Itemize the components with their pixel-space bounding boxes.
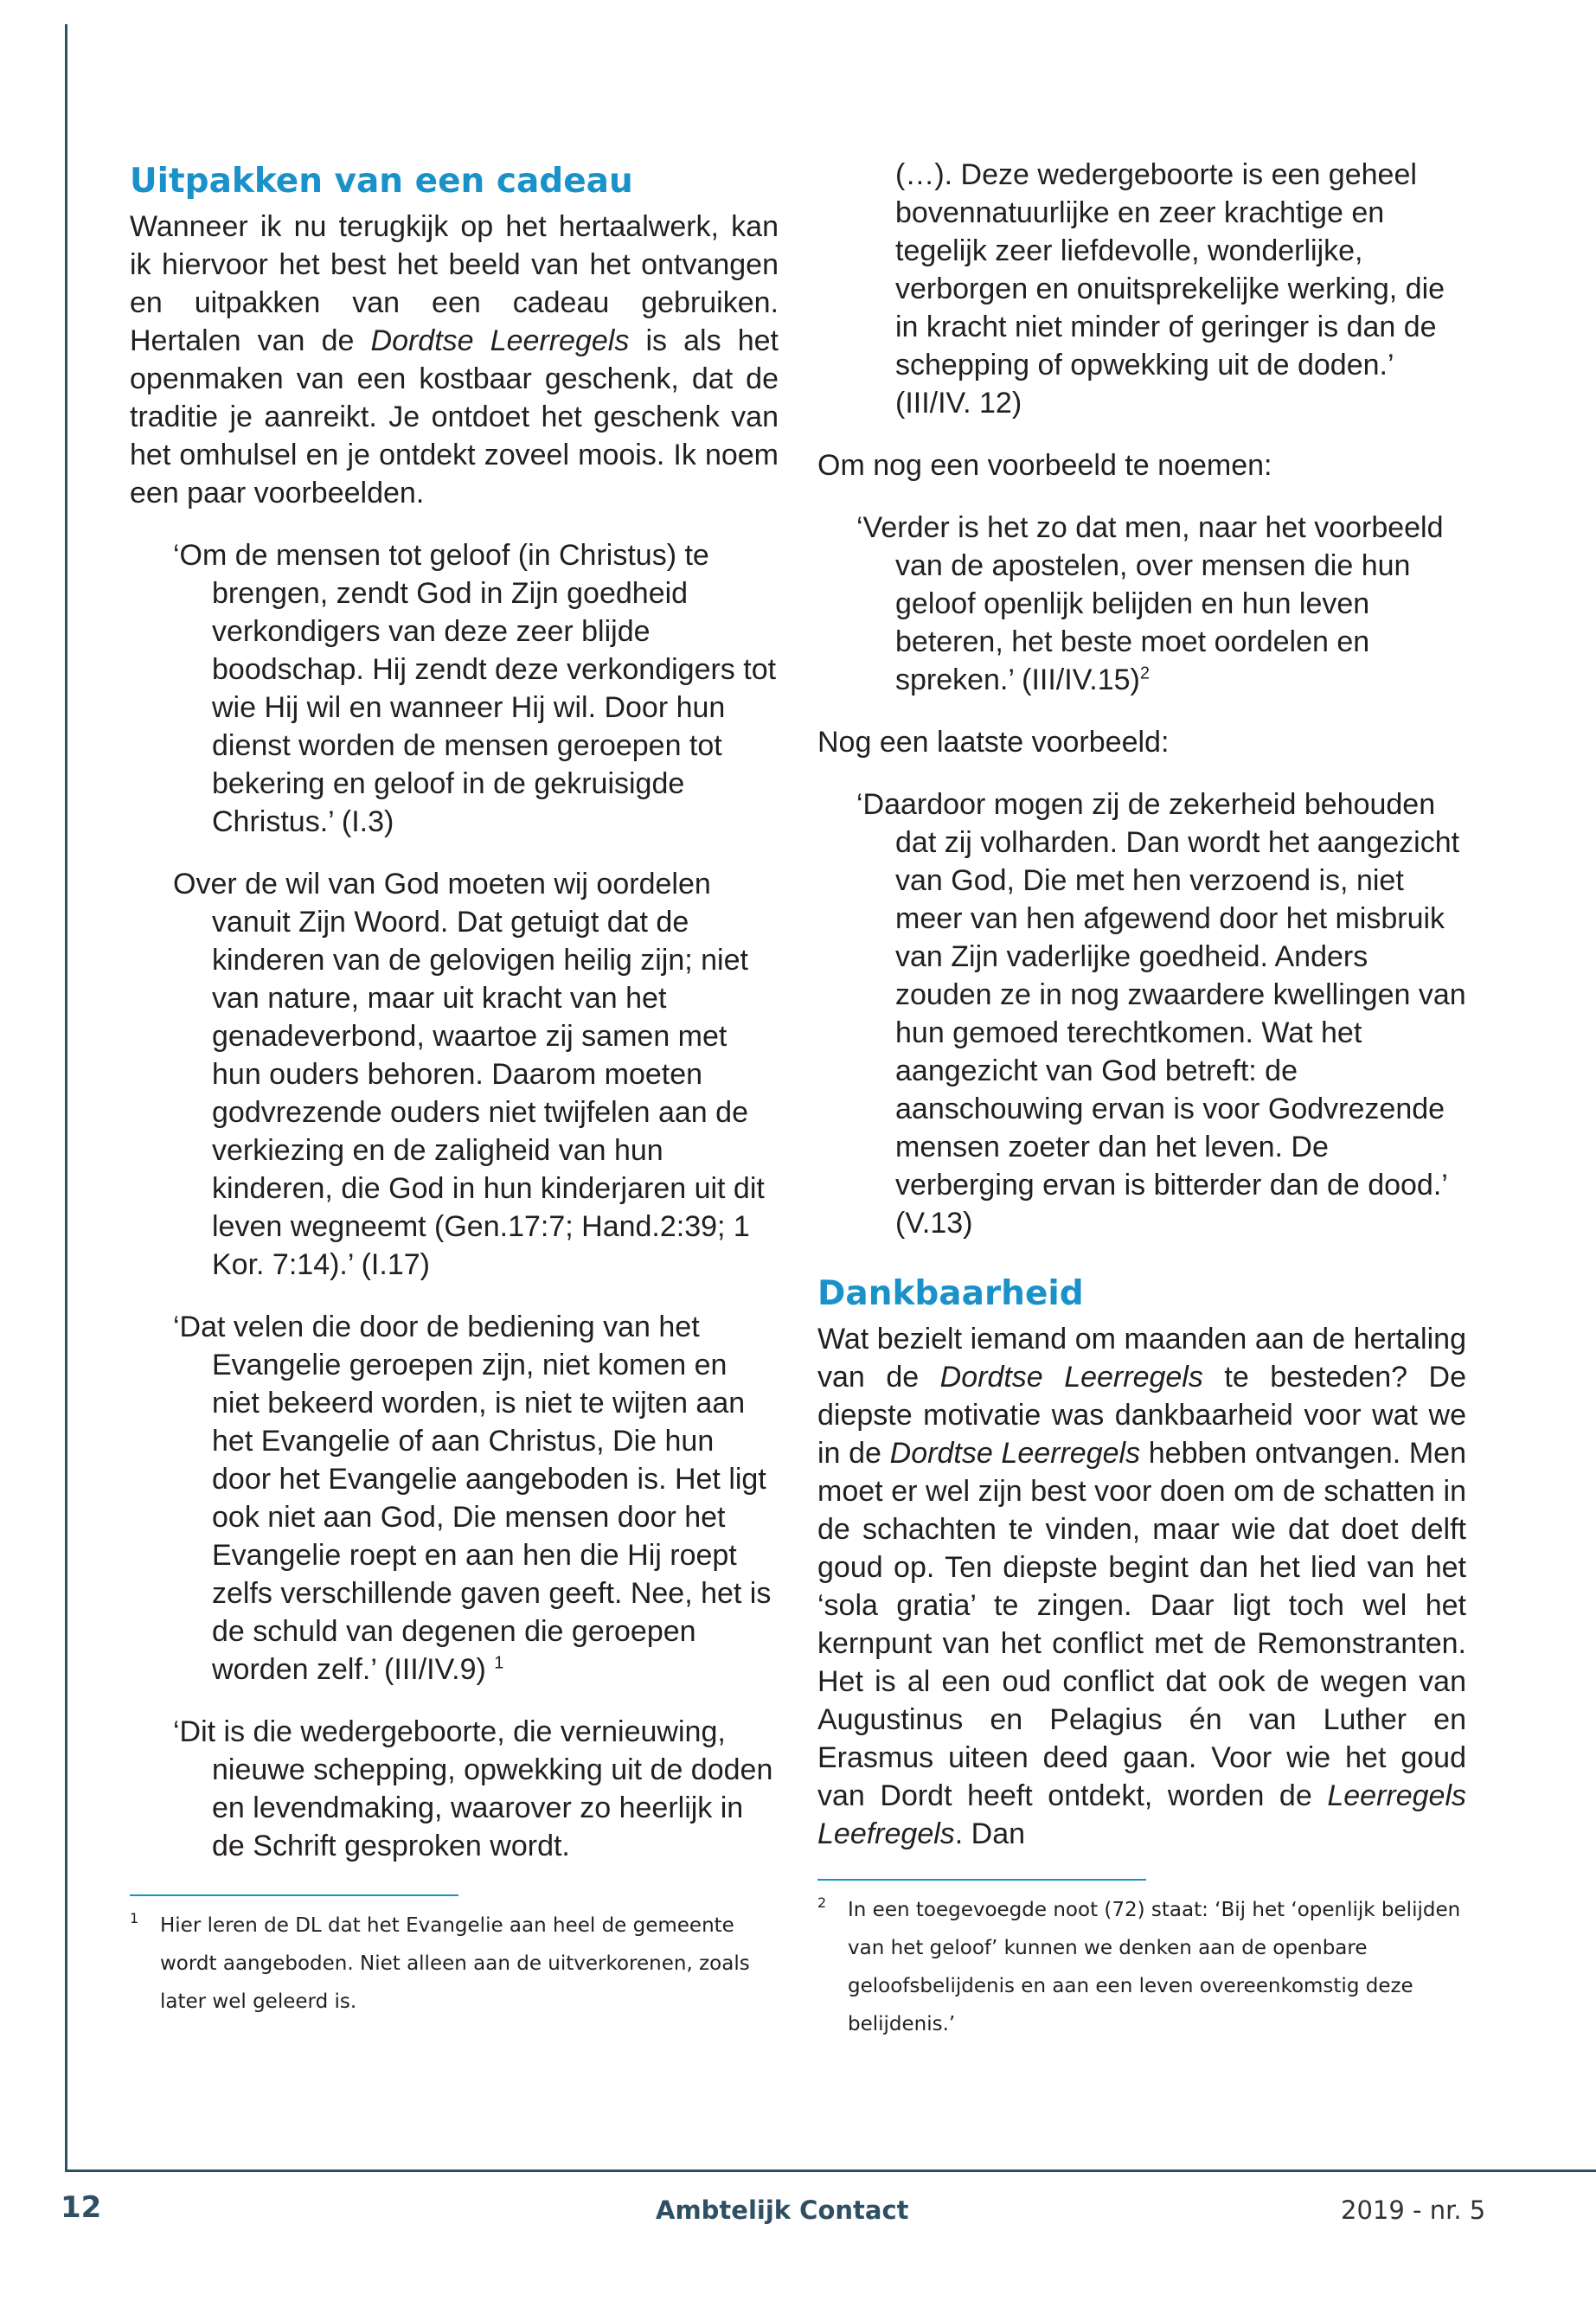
- para-italic-1: Dordtse Leerregels: [939, 1361, 1203, 1394]
- quote-iii-iv-9: [130, 1308, 779, 1689]
- quote-i-17: Over de wil van God moeten wij oordelen vanuit Zijn Woord. Dat getuigt dat de kinderen van de gelovigen heilig zijn; niet van nature, maar uit kracht van het genadeverbond, waartoe zij samen met hun ouders behoren. Daarom moeten godvrezende ouders niet twijfelen aan de verkiezing en de zaligheid van hun kinderen, die God in hun kinderjaren uit dit leven wegneemt (Gen.17:7; Hand.2:39; 1 Kor. 7:14).’ (I.17): [173, 868, 765, 1281]
- quote-iii-iv-12-end: (…). Deze wedergeboorte is een geheel bovennatuurlijke en zeer krachtige en tegelijk zeer liefdevolle, wonderlijke, verborgen en onuitsprekelijke werking, die in kracht niet minder of geringer is dan de schepping of opwekking uit de doden.’ (III/IV. 12): [895, 158, 1445, 420]
- intro-paragraph: [130, 208, 779, 512]
- footnote-number: 1: [130, 1910, 139, 1926]
- footer-rule: [65, 2170, 1596, 2172]
- issue-number: 2019 - nr. 5: [1341, 2195, 1486, 2225]
- magazine-title: Ambtelijk Contact: [656, 2195, 909, 2225]
- quote-iii-iv-12-start: ‘Dit is die wedergeboorte, die vernieuwing, nieuwe schepping, opwekking uit de doden en levendmaking, waarover zo heerlijk in de Schrift gesproken wordt.: [173, 1715, 773, 1862]
- footnote-ref-1[interactable]: 1: [494, 1653, 504, 1673]
- intro-text-2: is als het openmaken van een kostbaar geschenk, dat de traditie je aanreikt. Je ontdoet het geschenk van het omhulsel en je ontdekt zoveel moois. Ik noem een paar voorbeelden.: [130, 324, 779, 510]
- left-column: [130, 156, 779, 2021]
- section-heading-cadeau: Uitpakken van een cadeau: [130, 162, 633, 201]
- para-italic-2: Dordtse Leerregels: [889, 1437, 1141, 1470]
- page-number: 12: [61, 2190, 102, 2225]
- page-margin-rule: [65, 24, 67, 2171]
- quote-v-13: ‘Daardoor mogen zij de zekerheid behouden dat zij volharden. Dan wordt het aangezicht van God, Die met hen verzoend is, niet meer van hen afgewend door het misbruik van Zijn vaderlijke goedheid. Anders zouden ze in nog zwaardere kwellingen van hun gemoed terechtkomen. Wat het aangezicht van God betreft: de aanschouwing ervan is voor Godvrezende mensen zoeter dan het leven. De verberging ervan is bitterder dan de dood.’ (V.13): [856, 788, 1466, 1240]
- para-text-2: te besteden? De diepste motivatie was dankbaarheid voor wat we in de: [817, 1361, 1467, 1470]
- footnote-text: Hier leren de DL dat het Evangelie aan heel de gemeente wordt aangeboden. Niet alleen aan de uitverkorenen, zoals later wel geleerd is.: [160, 1914, 750, 2013]
- lead-example-3: Nog een laatste voorbeeld:: [817, 726, 1170, 759]
- para-italic-3: Leerregels Leefregels: [817, 1779, 1466, 1850]
- footnote-1: [130, 1907, 779, 2021]
- footnote-ref-2[interactable]: 2: [1139, 663, 1150, 683]
- quote-iii-iv-15-text: ‘Verder is het zo dat men, naar het voorbeeld van de apostelen, over mensen die hun geloof openlijk belijden en hun leven beteren, het beste moet oordelen en spreken.’ (III/IV.15): [856, 511, 1444, 696]
- right-column: [817, 156, 1466, 2043]
- dankbaarheid-paragraph: [817, 1320, 1466, 1853]
- intro-text-1: Wanneer ik nu terugkijk op het hertaalwerk, kan ik hiervoor het best het beeld van het ontvangen en uitpakken van een cadeau gebruiken. Hertalen van de: [130, 210, 779, 357]
- footnote-2: [817, 1891, 1466, 2043]
- lead-example-2: Om nog een voorbeeld te noemen:: [817, 449, 1272, 482]
- para-text-3: hebben ontvangen. Men moet er wel zijn best voor doen om de schatten in de schachten te vinden, maar wie dat doet delft goud op. Ten diepste begint dan het lied van het ‘sola gratia’ te zingen. Daar ligt toch wel het kernpunt van het conflict met de Remonstranten. Het is al een oud conflict dat ook de wegen van Augustinus en Pelagius én van Luther en Erasmus uiteen deed gaan. Voor wie het goud van Dordt heeft ontdekt, worden de: [817, 1437, 1466, 1812]
- footnote-text: In een toegevoegde noot (72) staat: ‘Bij het ‘openlijk belijden van het geloof’ kunnen we denken aan de openbare geloofsbelijdenis en aan een leven overeenkomstig deze belijdenis.’: [848, 1899, 1461, 2035]
- intro-italic: Dordtse Leerregels: [370, 324, 630, 357]
- quote-i-3: ‘Om de mensen tot geloof (in Christus) te brengen, zendt God in Zijn goedheid verkondigers van deze zeer blijde boodschap. Hij zendt deze verkondigers tot wie Hij wil en wanneer Hij wil. Door hun dienst worden de mensen geroepen tot bekering en geloof in de gekruisigde Christus.’ (I.3): [173, 539, 777, 838]
- section-heading-dankbaarheid: Dankbaarheid: [817, 1274, 1084, 1313]
- para-text-4: . Dan: [954, 1817, 1026, 1850]
- footnote-number: 2: [817, 1894, 827, 1911]
- para-text-1: Wat bezielt iemand om maanden aan de hertaling van de: [817, 1323, 1466, 1394]
- quote-iii-iv-15: [817, 509, 1466, 699]
- quote-iii-iv-9-text: ‘Dat velen die door de bediening van het Evangelie geroepen zijn, niet komen en niet bekeerd worden, is niet te wijten aan het Evangelie of aan Christus, Die hun door het Evangelie aangeboden is. Het ligt ook niet aan God, Die mensen door het Evangelie roept en aan hen die Hij roept zelfs verschillende gaven geeft. Nee, het is de schuld van degenen die geroepen worden zelf.’ (III/IV.9): [173, 1311, 772, 1686]
